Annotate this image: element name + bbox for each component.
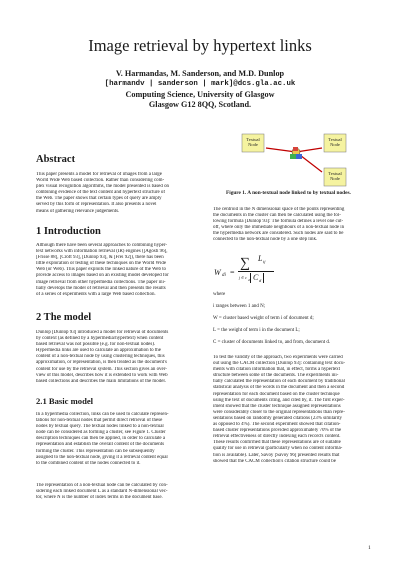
formula-lhs-sub: di [222,273,226,278]
basic-line: assigned to the non-textual node, giving it a retrieval content equal [36,454,168,460]
author-block [0,69,400,111]
formula-lhs: W [214,268,221,277]
formula-abs-bar-left [250,273,251,283]
intro-line: of a series of experiments with a large Web based collection. [36,291,156,297]
model-line: view of this model, describes how it is extended to work with Web [36,372,168,378]
basic-line: to the combined content of the nodes connected to it. [36,460,141,466]
author-dept: Computing Science, University of Glasgow [125,89,275,99]
right-line: the documents in the cluster can then be calculated using the fol- [213,213,341,219]
basic-line: tor, where N is the number of index terms in the document base. [36,495,163,501]
model-line: approximation, or representation, is then treated as the document's [36,360,167,366]
right-line: based cluster representations provided approximately 70% of the [213,428,342,434]
right-line: The centroid in the N dimensional space of the points representing [213,207,345,212]
page-number: 1 [368,545,371,551]
def-w: W = cluster based weight of term i of document d; [213,316,314,321]
right-body-1 [213,207,373,244]
right-line: tially calculated the representation of each document by traditional [213,379,345,385]
where-label: where [213,292,226,297]
model-line: Hypermedia links are used to calculate an approximation to the [36,348,161,354]
right-line: quality for use in retrieval (particularly when no content informa- [213,446,343,452]
node-image-blue [296,154,302,159]
textual-node-label: Textual [246,137,260,142]
intro-line: tially develops the model of retrieval and then presents the results [36,285,166,291]
basic-line: sidering each linked document L as a standard N-dimensional vec- [36,489,168,495]
basic-heading: 2.1 Basic model [36,396,94,406]
formula-sum: ∑ [240,256,250,271]
formula-num-sub: ij [263,259,266,264]
right-body-2 [213,355,373,465]
node-image-red [293,147,298,151]
formula [213,250,293,290]
figure-caption: Figure 1. A non-textual node linked to by textual nodes. [226,190,351,196]
textual-node-label: Textual [328,171,342,176]
def-c: C = cluster of documents linked to, and from, document d. [213,340,331,345]
model-body [36,330,196,385]
right-line: iment showed that the cluster technique assigned representations [213,403,341,409]
right-line: using the text of documents citing, and cited by, it. The first exper- [213,397,345,403]
intro-line: Although there have been several approaches to combining hyper- [36,243,167,248]
basic-body [36,412,196,467]
basic-line: representation and establish the overall content of the documents [36,442,165,448]
basic-body-2 [36,483,196,501]
abstract-line: World Wide Web based collection. Rather than considering com- [36,178,165,184]
right-line: representation for each document based on the cluster technique [213,391,340,397]
model-line: content of a non-textual node by using clustering techniques, this [36,354,165,360]
figure-1-diagram [206,126,374,194]
right-line: structure between some of the documents. The experiments ini- [213,373,339,379]
formula-num: L [258,254,263,263]
node-image-green [290,154,296,159]
right-line: as opposed to 4%). The second experiment showed that citation- [213,422,341,428]
formula-den: C [253,273,259,282]
abstract-line: the Web. The paper shows that certain types of query are amply [36,196,162,202]
paper-title: Image retrieval by hypertext links [88,36,312,55]
model-line: content for use by the retrieval system. This section gives an over- [36,366,167,372]
textual-node-label: Node [330,176,340,181]
basic-line: forming the cluster. This representation can be subsequently [36,448,155,454]
basic-line: The representation of a non-textual node can be calculated by con- [36,483,168,488]
abstract-line: served by this form of representation. It also presents a novel [36,202,157,208]
textual-node-label: Textual [328,137,342,142]
textual-node-label: Node [248,142,258,147]
model-line: by context (as defined by a hypermedia/hypertext) when content [36,336,164,342]
basic-line: tations for non-textual nodes that permit direct retrieval of these [36,418,163,424]
formula-sum-sub: j ∈ c [239,275,247,280]
right-line: connected to the non-textual node by a one step link. [213,237,318,243]
textual-node-label: Node [330,142,340,147]
right-line: statistical analysis of the words in the document and then a second [213,385,345,391]
formula-abs-bar-right [263,273,264,283]
right-line: lowing formula [Dunlop 93]: The formula defines a level one cut- [213,219,344,225]
right-line: the hypermedia network are considered. Such nodes are said to be [213,231,344,237]
right-line: off, where only the immediate neighbours of a non-textual node in [213,225,345,231]
intro-line: little exploration or testing of these techniques on the World Wide [36,261,167,267]
right-line: showed that the CACM collection's citation structure could be [213,458,336,464]
model-line: based retrieval was not possible (e.g. for non-textual nodes). [36,342,156,348]
abstract-body [36,172,196,215]
intro-body [36,243,196,298]
author-address: Glasgow G12 8QQ, Scotland. [148,100,252,110]
def-l: L = the weight of term i in the document L; [213,328,300,333]
intro-line: Web (or Web). This paper exploits the linked nature of the Web to [36,267,167,273]
right-line: sentations based on randomly generated citations (23% similarity [213,415,343,421]
formula-sum-sub2: d [248,278,250,282]
basic-line: In a hypermedia collection, links can be used to calculate represen- [36,412,169,417]
abstract-line: means of gathering relevance judgements. [36,208,120,214]
author-emails: [harmandv | sanderson | mark]@dcs.gla.ac.uk [104,80,296,89]
right-line: ments with citation information that, in effect, forms a hypertext [213,367,341,373]
abstract-line: combining evidence of the text content and hypertext structure of [36,190,166,196]
formula-fraction-bar [238,271,274,272]
basic-line: description techniques can then be applied, in order to calculate a [36,436,166,442]
intro-line: provide access to images based on an existing model developed for [36,273,169,279]
intro-heading: 1 Introduction [36,226,101,237]
right-line: retrieval effectiveness of directly indexing each record's content. [213,434,341,440]
intro-line: [Frisse 88], [Croft 93], [Dunlop 93], & [Frei 92]), there has been [36,255,164,261]
def-i: i ranges between 1 and N; [213,304,266,309]
basic-line: node can be considered as forming a cluster, see Figure 1. Cluster [36,430,166,436]
basic-line: nodes by textual query. The textual nodes linked to a non-textual [36,424,164,430]
formula-den-sub: d [259,278,262,283]
abstract-heading: Abstract [36,154,76,165]
right-line: To test the validity of the approach, two experiments were carried [213,355,343,360]
link-arrow [266,148,296,152]
right-line: out using the CACM collection [Dunlop 93]: containing text docu- [213,361,346,367]
model-line: Dunlop [Dunlop 93] introduced a model for retrieval of documents [36,330,169,335]
right-line: These results confirmed that these representations are of suitable [213,440,341,446]
abstract-line: This paper presents a model for retrieval of images from a large [36,172,162,177]
abstract-line: plex visual recognition algorithms, the model presented is based on [36,184,170,190]
formula-eq: = [230,268,235,277]
author-names: V. Harmandas, M. Sanderson, and M.D. Dunlop [115,69,285,78]
intro-line: text networks with information retrieval (IR) engines ([Agosti 96], [36,249,168,255]
model-line: based collections and describes the main limitations of the model. [36,378,166,384]
right-line: tion is available). Later, Savoy [Savoy 96] presented results that [213,452,340,458]
model-heading: 2 The model [36,312,92,323]
right-line: were considerably closer to the original representations than repre- [213,409,345,415]
intro-line: image retrieval from other hypermedia collections. The paper ini- [36,279,166,285]
